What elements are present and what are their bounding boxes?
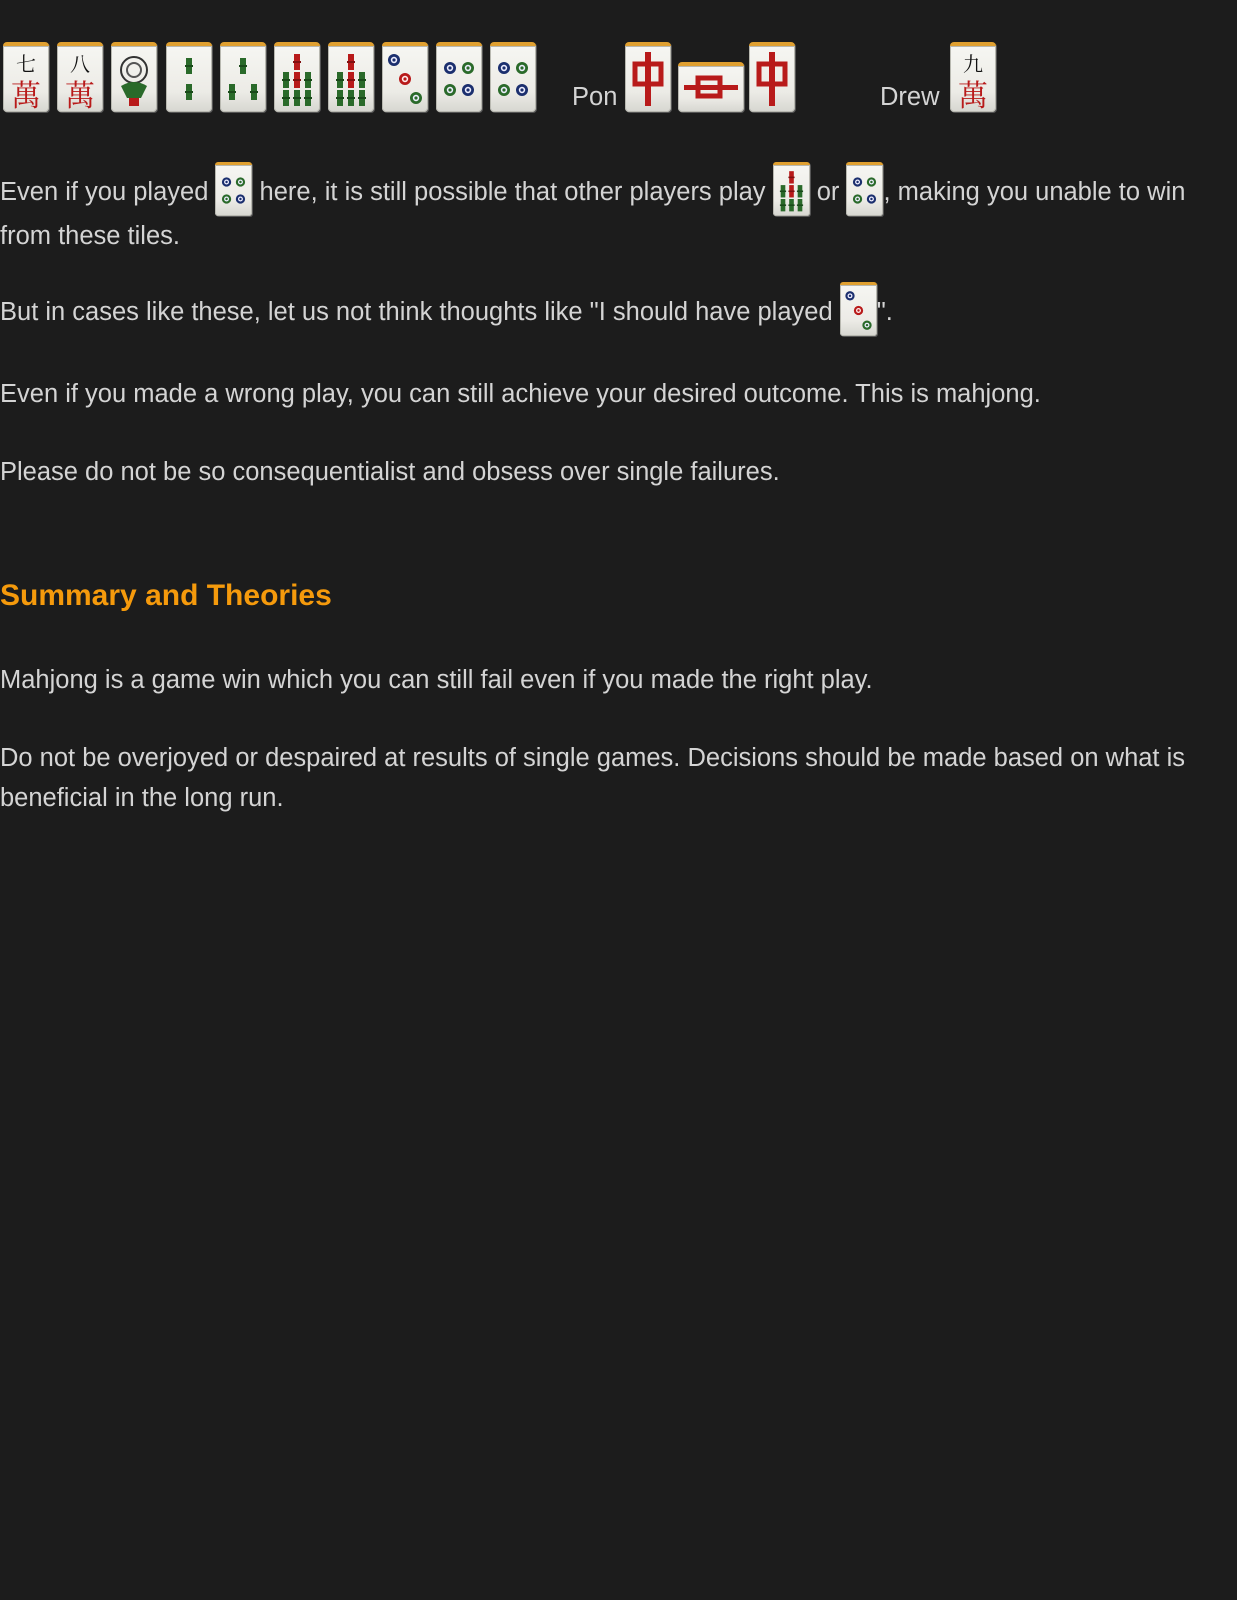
paragraph-2 — [0, 282, 1237, 336]
tile-7-sou-face — [274, 46, 320, 112]
paragraph-6: Do not be overjoyed or despaired at results of single games. Decisions should be made based on what is beneficial in the long run. — [0, 744, 1186, 812]
paragraph-1-a: Even if you played — [0, 178, 216, 206]
tile-4-pin — [490, 42, 536, 112]
tile-2-sou-face — [166, 46, 212, 112]
bird-icon — [111, 46, 157, 112]
hand-row — [0, 0, 1237, 120]
tile-7-sou — [328, 42, 374, 112]
tile-4-pin-face — [846, 165, 883, 216]
inline-tile-4-pin — [215, 162, 252, 216]
tile-7-man-face — [3, 46, 49, 112]
tile-3-pin-face — [840, 285, 877, 336]
tile-9-man-drawn — [950, 42, 996, 112]
paragraph-1-b: here, it is still possible that other players play — [252, 178, 773, 206]
drew-label: Drew — [880, 83, 940, 111]
inline-tile-7-sou — [773, 162, 810, 216]
section-heading: Summary and Theories — [0, 579, 332, 612]
inline-tile-4-pin — [846, 162, 883, 216]
tile-3-pin — [382, 42, 428, 112]
tile-4-pin — [436, 42, 482, 112]
tile-3-sou-face — [220, 46, 266, 112]
paragraph-1-c: or — [809, 178, 847, 206]
paragraph-1 — [0, 162, 1237, 256]
paragraph-2-a: But in cases like these, let us not think thoughts like "I should have played — [0, 298, 840, 326]
tile-8-man — [57, 42, 103, 112]
tile-2-sou — [166, 42, 212, 112]
red-dragon-icon — [678, 66, 744, 112]
paragraph-4: Please do not be so consequentialist and obsess over single failures. — [0, 458, 780, 486]
tile-red-dragon — [625, 42, 671, 112]
pon-label: Pon — [572, 83, 618, 111]
tile-8-man-face — [57, 46, 103, 112]
red-dragon-icon — [749, 46, 795, 112]
tile-3-sou — [220, 42, 266, 112]
tile-7-sou — [274, 42, 320, 112]
paragraph-3: Even if you made a wrong play, you can still achieve your desired outcome. This is mahjong. — [0, 380, 1041, 408]
tile-4-pin-face — [436, 46, 482, 112]
paragraph-1-d: , making you unable to win from these tiles. — [0, 178, 1186, 250]
tile-red-dragon — [749, 42, 795, 112]
paragraph-2-b: ". — [876, 298, 893, 326]
tile-4-pin-face — [490, 46, 536, 112]
inline-tile-3-pin — [840, 282, 877, 336]
tile-4-pin-face — [215, 165, 252, 216]
tile-7-man — [3, 42, 49, 112]
tile-7-sou-face — [328, 46, 374, 112]
red-dragon-icon — [625, 46, 671, 112]
tile-7-sou-face — [773, 165, 810, 216]
tile-1-sou — [111, 42, 157, 112]
tile-9-man-face — [950, 46, 996, 112]
paragraph-5: Mahjong is a game win which you can still fail even if you made the right play. — [0, 666, 873, 694]
svg-text:七: 七 — [16, 52, 36, 76]
tile-red-dragon-called — [678, 62, 744, 112]
svg-text:八: 八 — [70, 52, 90, 76]
svg-text:九: 九 — [963, 52, 983, 76]
tile-3-pin-face — [382, 46, 428, 112]
